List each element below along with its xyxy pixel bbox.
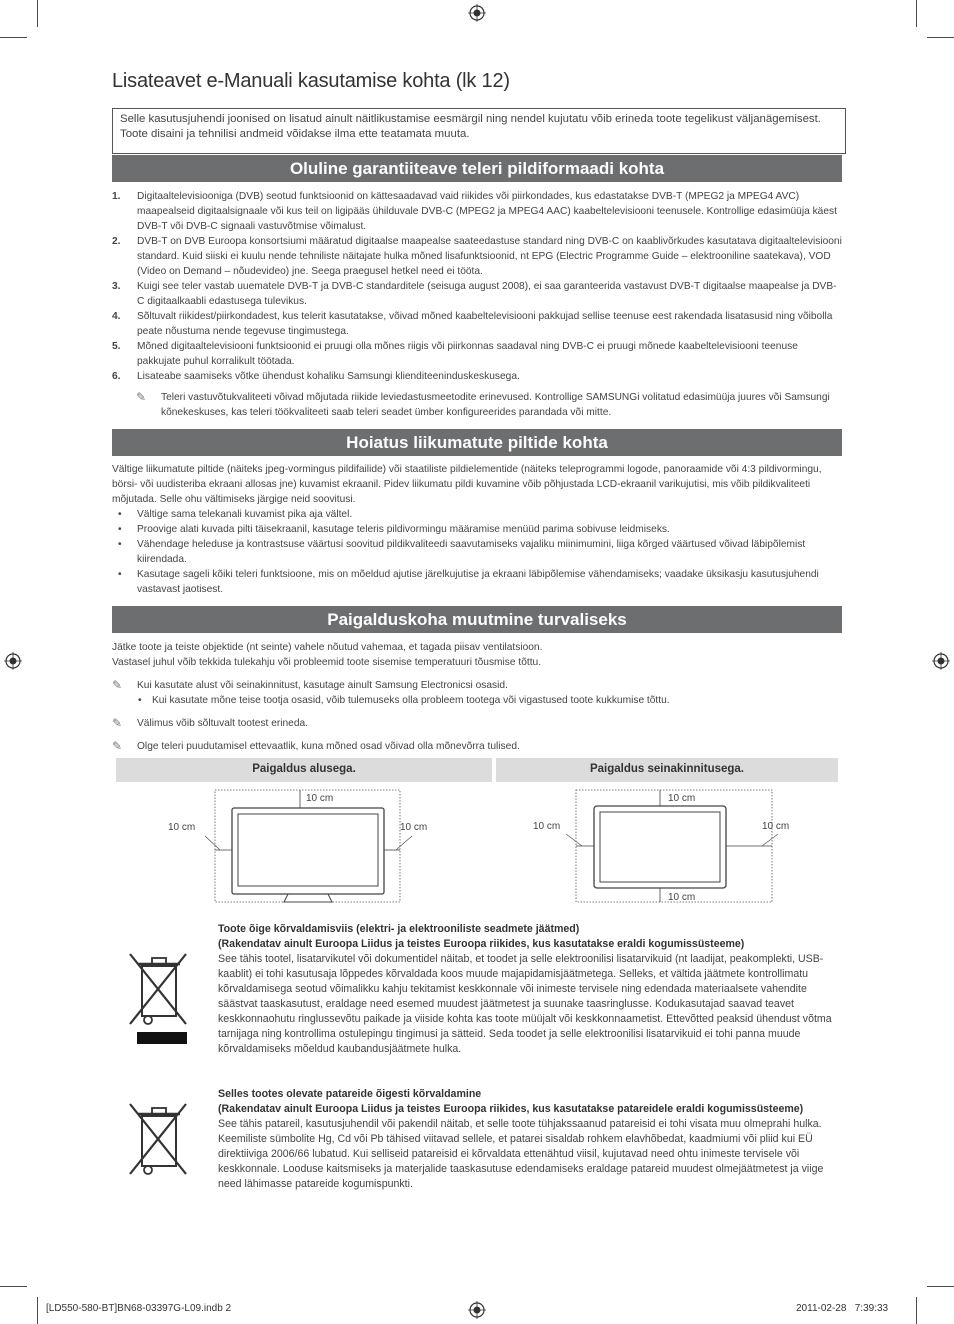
still-images-paragraph: Vältige liikumatute piltide (näiteks jpeg-vormingus pildifailide) või staatiliste pildielementide (näiteks teleprogrammi logode, panoraamide või 4:3 pildivormingu, börsi- või uudisteriba ekraani allosas jne) kuvamist ekraanil. Pidev liikumatu pildi kuvamine võib põhjustada LCD-ekraanil varikujutisi, mis võib pildikvaliteeti mõjutada. Selle ohu vältimiseks järgige neid soovitusi. (112, 464, 822, 505)
section-heading-still-images: Hoiatus liikumatute piltide kohta (112, 429, 842, 456)
list-item: 2. DVB-T on DVB Euroopa konsortsiumi määratud digitaalse maapealse saateedastuse standard ning DVB-C on kaablivõrkudes kasutatava digitaaltelevisiooni standard. Kuid siiski ei kuulu nende tehniliste näitajate hulka mõned lisafunktsioonid, nt EPG (Electric Programme Guide – elektrooniline saatekava), VOD (Video on Demand – nõudevideo) jne. Seega praegusel hetkel need ei tööta. (112, 236, 842, 277)
installation-note: ✎ Olge teleri puudutamisel ettevaatlik, kuna mõned osad võivad olla mõnevõrra tulised. (112, 739, 520, 753)
list-item: • Vältige sama telekanali kuvamist pika aja vältel. (118, 509, 353, 520)
installation-paragraph: Jätke toote ja teiste objektide (nt seinte) vahele nõutud vahemaa, et tagada piisav ventilatsioon. (112, 642, 543, 653)
battery-title: Selles tootes olevate patareide õigesti kõrvaldamine (218, 1088, 482, 1100)
page-title: Lisateavet e-Manuali kasutamise kohta (lk 12) (112, 70, 510, 92)
registration-mark-icon (468, 4, 486, 22)
dimension-label: 10 cm (306, 793, 334, 804)
dimension-label: 10 cm (168, 822, 196, 833)
crop-mark (0, 37, 27, 38)
list-item: 4. Sõltuvalt riikidest/piirkondadest, kus telerit kasutatakse, võivad mõned kaabeltelevisiooni pakkujad sellise teenuse eest rakendada lisatasusid ning võibolla peate nõustuma nende tegevuse tingimustega. (112, 311, 833, 337)
stand-install-diagram (160, 786, 460, 916)
installation-content (112, 640, 842, 754)
battery-body: See tähis patareil, kasutusjuhendil või pakendil näitab, et selle toote tühjakssaanud patareisid ei tohi visata muu olmeprahi hulka. Keemiliste sümbolite Hg, Cd või Pb tähised viitavad sellele, et patarei sisaldab rohkem elavhõbedat, kaadmiumi või pliid kui EÜ direktiiviga 2006/66 lubatud. Kui selliseid patareisid ei kõrvaldata ettenähtud viisil, kujutavad need ohtu inimeste tervisele või keskkonnale. Looduse kaitsmiseks ja materjalide taaskasutuse edendamiseks eraldage patareid muudest olmejäätmetest ja viige need lähimasse patareide kogumispunkti. (218, 1118, 824, 1190)
list-item: 3. Kuigi see teler vastab uuematele DVB-T ja DVB-C standarditele (seisuga august 2008), ei saa garanteerida vastavust DVB-T digitaalse maapealse ja DVB-C digitaalkaabli edastusega tulevikus. (112, 281, 837, 307)
crop-mark (916, 1297, 917, 1324)
crop-mark (37, 0, 38, 27)
note-pencil-icon: ✎ (112, 716, 123, 730)
section-heading-warranty: Oluline garantiiteave teleri pildiformaadi kohta (112, 155, 842, 182)
weee-body: See tähis tootel, lisatarvikutel või dokumentidel näitab, et toodet ja selle elektroonilisi lisatarvikuid (nt laadijat, peakomplekti, USB-kaablit) ei tohi kasutusaja lõppedes kõrvaldada koos muude majapidamisjäätmetega. Selleks, et vältida jäätmete kontrollimatu kõrvaldamisega seotud võimalikku kahju tekitamist keskkonnale või inimeste tervisele ning edendada materiaalsete vahendite säästvat taaskasutust, eraldage need esemed muudest jäätmetest ja suunake taasringlusse. Kodukasutajad saavad teavet keskkonnaohutu ringlussevõtu paikade ja viiside kohta kas toote müüjalt või keskkonnaametist. Ettevõtted peaksid ühendust võtma tarnijaga ning kontrollima ostulepingu tingimusi ja sätteid. Seda toodet ja selle elektroonilisi lisatarvikuid ei tohi panna muude kõrvaldamiseks mõeldud kaubandusjäätmete hulka. (218, 953, 832, 1055)
note-pencil-icon: ✎ (112, 739, 123, 753)
dimension-label: 10 cm (400, 822, 428, 833)
footer-file-info: [LD550-580-BT]BN68-03397G-L09.indb 2 (46, 1303, 232, 1314)
intro-note-box: Selle kasutusjuhendi joonised on lisatud ainult näitlikustamise eesmärgil ning nendel kujutatu võib erineda toote tegelikust väljanägemisest. Toote disaini ja tehnilisi andmeid võidakse ilma ette teatamata muuta. (112, 108, 846, 154)
list-item: • Kasutage sageli kõiki teleri funktsioone, mis on mõeldud ajutise järelkujutise ja ekraani läbipõlemise vähendamiseks; vaadake üksikasju kasutusjuhendi vastavast jaotisest. (118, 569, 819, 595)
weee-subtitle: (Rakendatav ainult Euroopa Liidus ja teistes Euroopa riikides, kus kasutatakse eraldi kogumissüsteeme) (218, 938, 745, 950)
battery-crossed-bin-icon (128, 1100, 190, 1180)
registration-mark-icon (4, 652, 22, 670)
crop-mark (0, 1286, 27, 1287)
still-images-content (112, 462, 842, 597)
crop-mark (916, 0, 917, 27)
warranty-list (112, 189, 842, 420)
dimension-label: 10 cm (668, 793, 696, 804)
crop-mark (927, 37, 954, 38)
registration-mark-icon (932, 652, 950, 670)
battery-subtitle: (Rakendatav ainult Euroopa Liidus ja teistes Euroopa riikides, kus kasutatakse patareidele eraldi kogumissüsteeme) (218, 1103, 804, 1115)
crop-mark (37, 1297, 38, 1324)
section-heading-installation: Paigalduskoha muutmine turvaliseks (112, 606, 842, 633)
crop-mark (927, 1286, 954, 1287)
list-item: 6. Lisateabe saamiseks võtke ühendust kohaliku Samsungi klienditeeninduskeskusega. (112, 371, 520, 382)
dimension-label: 10 cm (533, 821, 561, 832)
registration-mark-icon (468, 1301, 486, 1319)
dimension-label: 10 cm (668, 892, 696, 903)
installation-note: ✎ Kui kasutate alust või seinakinnitust, kasutage ainult Samsung Electronicsi osasid. (112, 678, 508, 692)
note-pencil-icon: ✎ (136, 390, 147, 404)
list-item: • Vähendage heleduse ja kontrastsuse väärtusi soovitud pildikvaliteedi saavutamiseks vajaliku miinimumini, liiga kõrged väärtused võivad läbipõlemist kiirendada. (118, 539, 806, 565)
dimension-label: 10 cm (762, 821, 790, 832)
list-item: 5. Mõned digitaaltelevisiooni funktsioonid ei pruugi olla mõnes riigis või piirkonnas saadaval ning DVB-C ei pruugi mõnede kaabeltelevisiooni teenuse pakkujate puhul korralikult töötada. (112, 341, 798, 367)
list-item: 1. Digitaaltelevisiooniga (DVB) seotud funktsioonid on kättesaadavad vaid riikides või piirkondades, kus edastatakse DVB-T (MPEG2 ja MPEG4 AVC) maapealseid digitaalsignaale või kus teil on ligipääs ühilduvale DVB-C (MPEG2 ja MPEG4 AAC) kaabeltelevisiooni teenusele. Kontrollige edasimüüja käest DVB-T või DVB-C signaali vastuvõtmise võimalust. (112, 191, 837, 232)
footer-timestamp: 2011-02-28 7:39:33 (796, 1303, 889, 1314)
note-pencil-icon: ✎ (112, 678, 123, 692)
weee-section (218, 922, 838, 1057)
list-item: • Kui kasutate mõne teise tootja osasid, võib tulemuseks olla probleem tootega või vigastused toote kukkumise tõttu. (138, 695, 670, 706)
battery-section (218, 1087, 843, 1192)
install-stand-label: Paigaldus alusega. (116, 758, 492, 782)
installation-note: ✎ Välimus võib sõltuvalt tootest erineda. (112, 716, 309, 730)
weee-title: Toote õige kõrvaldamisviis (elektri- ja elektrooniliste seadmete jäätmed) (218, 923, 580, 935)
installation-paragraph: Vastasel juhul võib tekkida tulekahju või probleemid toote sisemise temperatuuri tõusmise tõttu. (112, 657, 542, 668)
list-item: • Proovige alati kuvada pilti täisekraanil, kasutage teleris pildivormingu määramise menüüd parima sobivuse leidmiseks. (118, 524, 670, 535)
warranty-note: ✎ Teleri vastuvõtukvaliteeti võivad mõjutada riikide leviedastusmeetodite erinevused. Kontrollige SAMSUNGi volitatud edasimüüja juures või Samsungi kõnekeskuses, kas teleri töökvaliteeti saab teleri seadet ümber konfigureerides parandada või mitte. (136, 390, 830, 418)
weee-crossed-bin-icon (128, 950, 190, 1046)
install-wall-label: Paigaldus seinakinnitusega. (496, 758, 838, 782)
